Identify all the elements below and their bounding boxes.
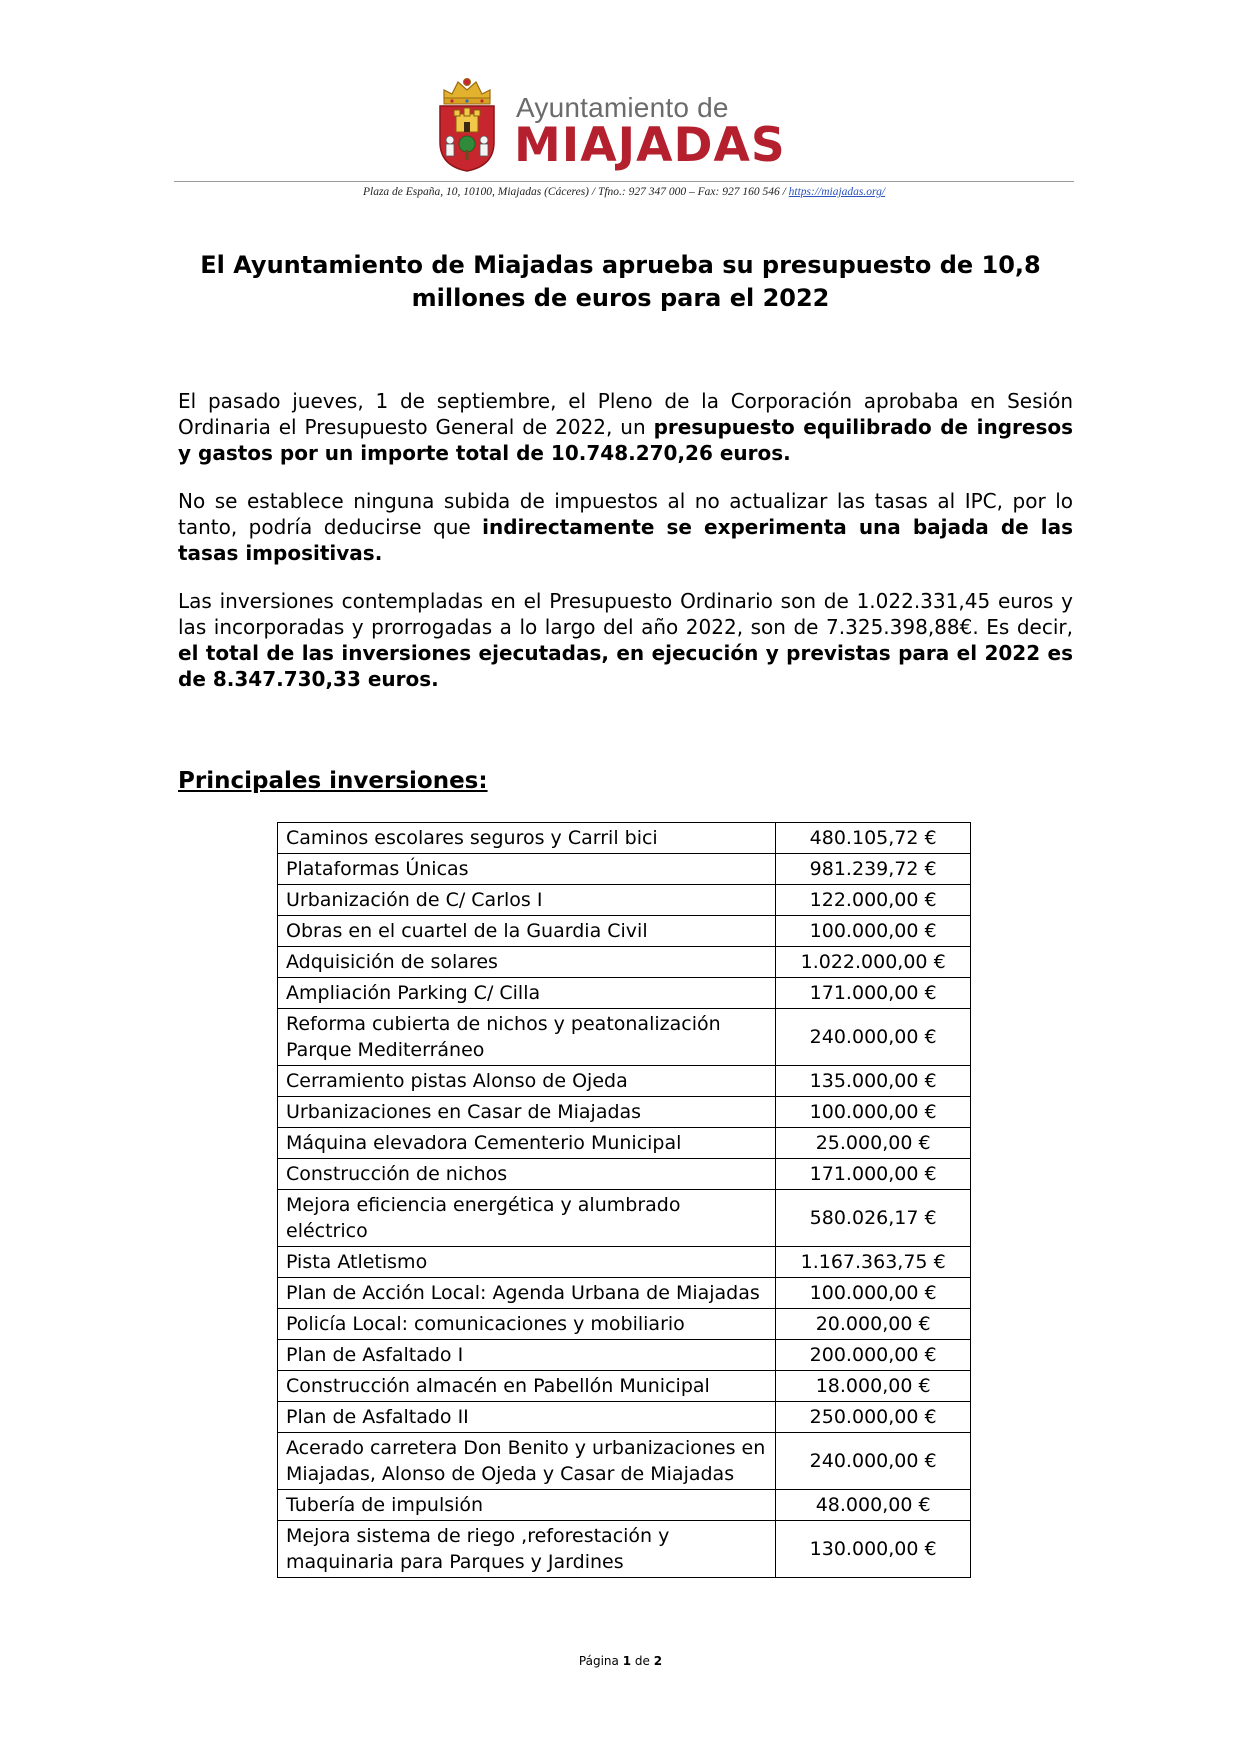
investment-name: Máquina elevadora Cementerio Municipal [278, 1128, 776, 1159]
header-logo [436, 76, 786, 173]
investment-amount: 20.000,00 € [776, 1309, 971, 1340]
investment-name: Plan de Acción Local: Agenda Urbana de Miajadas [278, 1278, 776, 1309]
investment-amount: 580.026,17 € [776, 1190, 971, 1247]
investment-amount: 981.239,72 € [776, 854, 971, 885]
page-title: El Ayuntamiento de Miajadas aprueba su presupuesto de 10,8 millones de euros para el 2022 [200, 251, 1041, 312]
footer-of-word: de [634, 1654, 650, 1668]
table-row [278, 1371, 971, 1402]
table-row [278, 1278, 971, 1309]
investment-amount: 250.000,00 € [776, 1402, 971, 1433]
section-heading: Principales inversiones: [178, 768, 488, 794]
table-row [278, 1097, 971, 1128]
paragraph-2-text: No se establece ninguna subida de impuestos al no actualizar las tasas al IPC, por lo tanto, podría deducirse que [178, 489, 1073, 539]
table-row [278, 1190, 971, 1247]
paragraph-1-bold: presupuesto equilibrado de ingresos y gastos por un importe total de 10.748.270,26 euros. [178, 415, 1074, 465]
investment-name: Pista Atletismo [278, 1247, 776, 1278]
investments-table-body [278, 823, 971, 1578]
table-row [278, 885, 971, 916]
investment-name: Plataformas Únicas [278, 854, 776, 885]
address-text: Plaza de España, 10, 10100, Miajadas (Cáceres) / Tfno.: 927 347 000 – Fax: 927 160 546 / [362, 186, 789, 198]
paragraph-taxes [178, 488, 1073, 566]
investment-amount: 122.000,00 € [776, 885, 971, 916]
investment-name: Plan de Asfaltado I [278, 1340, 776, 1371]
table-row [278, 1009, 971, 1066]
paragraph-investments [178, 588, 1073, 692]
investment-amount: 135.000,00 € [776, 1066, 971, 1097]
table-row [278, 1340, 971, 1371]
investment-name: Policía Local: comunicaciones y mobiliario [278, 1309, 776, 1340]
header-divider [174, 181, 1074, 182]
investment-amount: 100.000,00 € [776, 1097, 971, 1128]
investment-amount: 200.000,00 € [776, 1340, 971, 1371]
investment-amount: 100.000,00 € [776, 916, 971, 947]
investment-amount: 1.167.363,75 € [776, 1247, 971, 1278]
investment-name: Reforma cubierta de nichos y peatonalización Parque Mediterráneo [278, 1009, 776, 1066]
investment-amount: 25.000,00 € [776, 1128, 971, 1159]
table-row [278, 1490, 971, 1521]
coat-of-arms-icon [436, 76, 498, 172]
table-row [278, 1521, 971, 1578]
header-address [174, 186, 1074, 198]
footer-current-page: 1 [622, 1654, 632, 1668]
footer-total-pages: 2 [653, 1654, 663, 1668]
investment-name: Construcción almacén en Pabellón Municipal [278, 1371, 776, 1402]
investment-amount: 48.000,00 € [776, 1490, 971, 1521]
investment-name: Caminos escolares seguros y Carril bici [278, 823, 776, 854]
investment-name: Adquisición de solares [278, 947, 776, 978]
table-row [278, 1433, 971, 1490]
investment-name: Construcción de nichos [278, 1159, 776, 1190]
investment-name: Mejora eficiencia energética y alumbrado eléctrico [278, 1190, 776, 1247]
website-link[interactable]: https://miajadas.org/ [788, 186, 886, 198]
page-footer [0, 1654, 1241, 1668]
investment-amount: 130.000,00 € [776, 1521, 971, 1578]
investment-amount: 480.105,72 € [776, 823, 971, 854]
brand-line-1: Ayuntamiento de [516, 92, 729, 123]
table-row [278, 916, 971, 947]
investment-name: Urbanización de C/ Carlos I [278, 885, 776, 916]
table-row [278, 1247, 971, 1278]
paragraph-1-text: El pasado jueves, 1 de septiembre, el Pleno de la Corporación aprobaba en Sesión Ordinaria el Presupuesto General de 2022, un [178, 389, 1073, 439]
investment-amount: 240.000,00 € [776, 1009, 971, 1066]
paragraph-2-bold: indirectamente se experimenta una bajada de las tasas impositivas. [178, 515, 1073, 565]
investment-amount: 171.000,00 € [776, 978, 971, 1009]
investment-amount: 100.000,00 € [776, 1278, 971, 1309]
table-row [278, 1309, 971, 1340]
investment-name: Acerado carretera Don Benito y urbanizaciones en Miajadas, Alonso de Ojeda y Casar de Miajadas [278, 1433, 776, 1490]
paragraph-3-text: Las inversiones contempladas en el Presupuesto Ordinario son de 1.022.331,45 euros y las incorporadas y prorrogadas a lo largo del año 2022, son de 7.325.398,88€. Es decir, [178, 589, 1073, 639]
investment-amount: 240.000,00 € [776, 1433, 971, 1490]
table-row [278, 854, 971, 885]
investment-name: Urbanizaciones en Casar de Miajadas [278, 1097, 776, 1128]
table-row [278, 1066, 971, 1097]
table-row [278, 1402, 971, 1433]
investment-name: Tubería de impulsión [278, 1490, 776, 1521]
investment-amount: 171.000,00 € [776, 1159, 971, 1190]
table-row [278, 823, 971, 854]
table-row [278, 978, 971, 1009]
investment-amount: 18.000,00 € [776, 1371, 971, 1402]
investment-name: Mejora sistema de riego ,reforestación y maquinaria para Parques y Jardines [278, 1521, 776, 1578]
investments-table [277, 822, 971, 1578]
footer-page-word: Página [578, 1654, 619, 1668]
paragraph-budget [178, 388, 1073, 466]
brand-line-2: MIAJADAS [514, 118, 786, 173]
investment-name: Obras en el cuartel de la Guardia Civil [278, 916, 776, 947]
investment-amount: 1.022.000,00 € [776, 947, 971, 978]
table-row [278, 1128, 971, 1159]
investment-name: Plan de Asfaltado II [278, 1402, 776, 1433]
table-row [278, 1159, 971, 1190]
investment-name: Cerramiento pistas Alonso de Ojeda [278, 1066, 776, 1097]
table-row [278, 947, 971, 978]
paragraph-3-bold: el total de las inversiones ejecutadas, en ejecución y previstas para el 2022 es de 8.347.730,33 euros. [178, 641, 1073, 691]
investment-name: Ampliación Parking C/ Cilla [278, 978, 776, 1009]
